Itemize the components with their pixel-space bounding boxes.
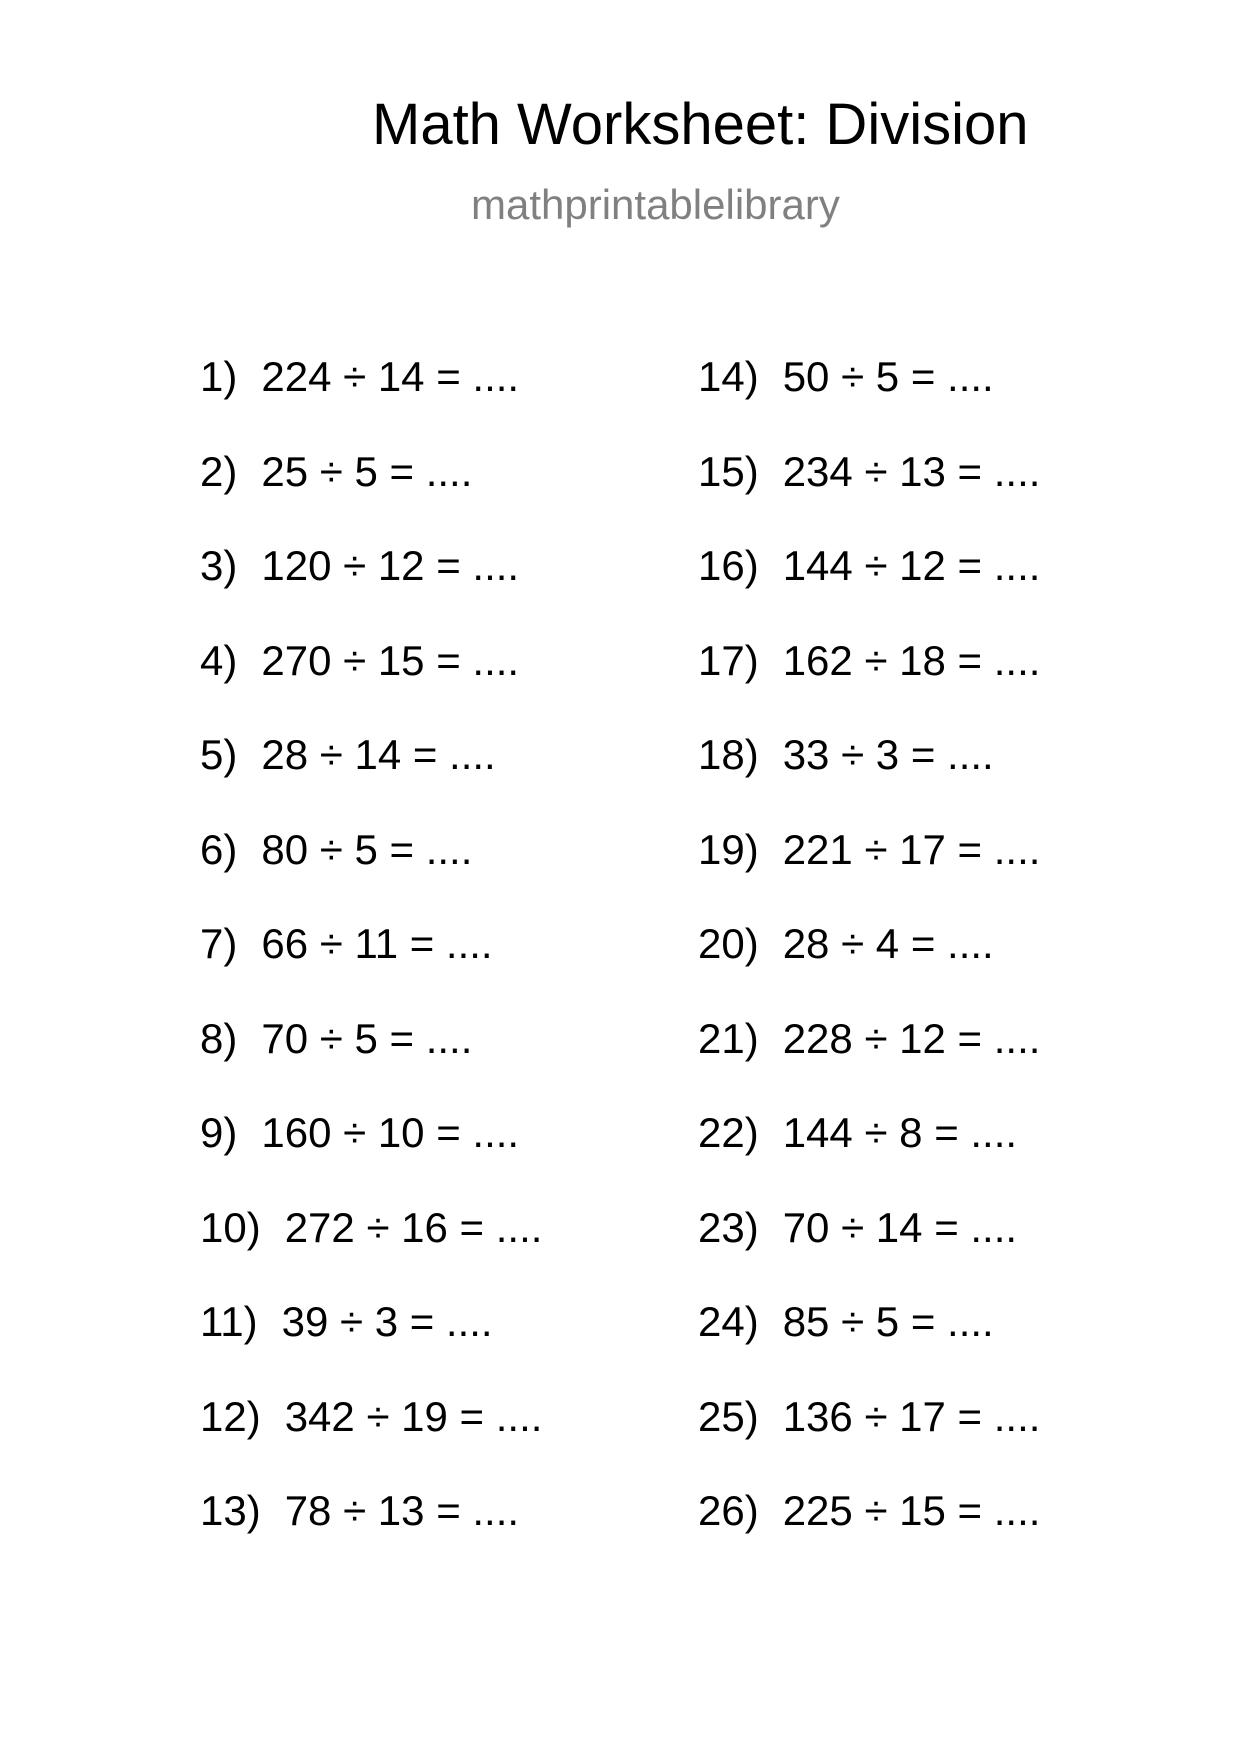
problem-item [200, 731, 496, 778]
problem-item [200, 1015, 473, 1062]
problem-number: 16) [698, 542, 759, 589]
problem-number: 2) [200, 448, 238, 495]
problem-number: 11) [200, 1298, 258, 1345]
problem-expression: 80 ÷ 5 = .... [261, 826, 473, 873]
problem-number: 24) [698, 1298, 759, 1345]
problem-number: 8) [200, 1015, 238, 1062]
problem-number: 20) [698, 920, 759, 967]
problem-expression: 25 ÷ 5 = .... [261, 448, 473, 495]
problem-item [698, 826, 1041, 873]
problem-expression: 228 ÷ 12 = .... [782, 1015, 1041, 1062]
problem-number: 21) [698, 1015, 759, 1062]
problem-item [698, 920, 994, 967]
problem-item [698, 1109, 1018, 1156]
page-subtitle: mathprintablelibrary [471, 181, 840, 228]
problem-expression: 66 ÷ 11 = .... [261, 920, 493, 967]
problem-expression: 136 ÷ 17 = .... [782, 1393, 1041, 1440]
problem-expression: 85 ÷ 5 = .... [782, 1298, 994, 1345]
problem-number: 22) [698, 1109, 759, 1156]
problem-item [698, 1393, 1041, 1440]
problem-expression: 70 ÷ 5 = .... [261, 1015, 473, 1062]
problem-item [698, 637, 1041, 684]
problem-number: 12) [200, 1393, 261, 1440]
problem-number: 1) [200, 353, 238, 400]
problem-item [698, 448, 1041, 495]
problem-expression: 225 ÷ 15 = .... [782, 1487, 1041, 1534]
problem-item [698, 1204, 1018, 1251]
problem-item [200, 1298, 493, 1345]
problem-number: 26) [698, 1487, 759, 1534]
problem-expression: 39 ÷ 3 = .... [281, 1298, 493, 1345]
problem-number: 3) [200, 542, 238, 589]
problem-item [200, 353, 520, 400]
problem-item [200, 448, 473, 495]
problem-expression: 144 ÷ 12 = .... [782, 542, 1041, 589]
problem-item [698, 731, 994, 778]
problem-number: 10) [200, 1204, 261, 1251]
problem-item [200, 542, 520, 589]
problem-expression: 221 ÷ 17 = .... [782, 826, 1041, 873]
problem-expression: 234 ÷ 13 = .... [782, 448, 1041, 495]
problem-item [200, 637, 520, 684]
problem-expression: 28 ÷ 4 = .... [782, 920, 994, 967]
problem-item [698, 1487, 1041, 1534]
problem-expression: 33 ÷ 3 = .... [782, 731, 994, 778]
problem-expression: 224 ÷ 14 = .... [261, 353, 520, 400]
problem-number: 19) [698, 826, 759, 873]
problem-item [200, 1109, 520, 1156]
problem-number: 9) [200, 1109, 238, 1156]
page-title: Math Worksheet: Division [372, 92, 1029, 157]
problem-number: 7) [200, 920, 238, 967]
problem-number: 5) [200, 731, 238, 778]
problem-number: 15) [698, 448, 759, 495]
problem-expression: 342 ÷ 19 = .... [284, 1393, 543, 1440]
problem-item [698, 353, 994, 400]
problem-item [698, 1298, 994, 1345]
problem-number: 18) [698, 731, 759, 778]
problem-number: 17) [698, 637, 759, 684]
problem-number: 4) [200, 637, 238, 684]
problem-item [200, 1393, 543, 1440]
problem-number: 6) [200, 826, 238, 873]
problem-number: 25) [698, 1393, 759, 1440]
problem-item [200, 1204, 543, 1251]
problem-number: 14) [698, 353, 759, 400]
problem-expression: 28 ÷ 14 = .... [261, 731, 496, 778]
problem-item [200, 1487, 520, 1534]
problem-expression: 160 ÷ 10 = .... [261, 1109, 520, 1156]
problem-expression: 120 ÷ 12 = .... [261, 542, 520, 589]
problem-expression: 50 ÷ 5 = .... [782, 353, 994, 400]
problem-item [200, 826, 473, 873]
problem-expression: 78 ÷ 13 = .... [284, 1487, 520, 1534]
problem-expression: 144 ÷ 8 = .... [782, 1109, 1018, 1156]
problem-number: 13) [200, 1487, 261, 1534]
problem-item [698, 1015, 1041, 1062]
problem-expression: 70 ÷ 14 = .... [782, 1204, 1018, 1251]
problem-expression: 270 ÷ 15 = .... [261, 637, 520, 684]
problem-expression: 162 ÷ 18 = .... [782, 637, 1041, 684]
problem-number: 23) [698, 1204, 759, 1251]
problem-item [698, 542, 1041, 589]
problem-expression: 272 ÷ 16 = .... [284, 1204, 543, 1251]
problem-item [200, 920, 493, 967]
